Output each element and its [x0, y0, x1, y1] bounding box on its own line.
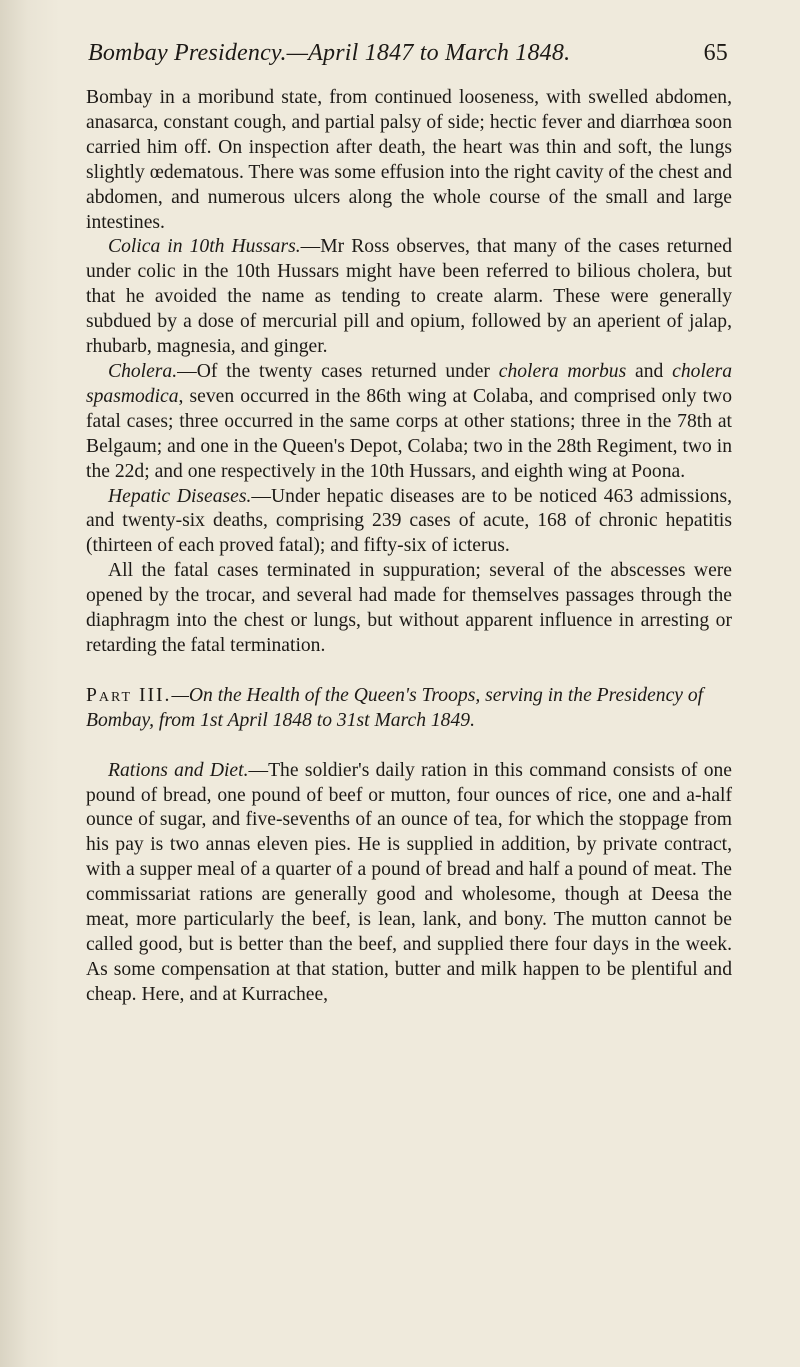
paragraph-hepatic — [86, 485, 732, 560]
running-head-title: Bombay Presidency.—April 1847 to March 1848. — [88, 40, 571, 66]
running-head — [88, 40, 728, 74]
paragraph-continuation: Bombay in a moribund state, from continued looseness, with swelled abdomen, anasarca, constant cough, and partial palsy of side; hectic fever and diarrhœa soon carried him off. On inspection after death, the heart was thin and soft, the lungs slightly œdematous. There was some effusion into the right cavity of the chest and abdomen, and numerous ulcers along the whole course of the small and large intestines. — [86, 87, 732, 233]
cholera-text-3: , seven occurred in the 86th wing at Colaba, and comprised only two fatal cases; three occurred in the same corps at other stations; three in the 78th at Belgaum; and one in the Queen's Depot, Colaba; two in the 28th Regiment, two in the 22d; and one respectively in the 10th Hussars, and eighth wing at Poona. — [86, 385, 732, 482]
rations-text: —The soldier's daily ration in this command consists of one pound of bread, one pound of beef or mutton, four ounces of rice, one and a-half ounce of sugar, and five-sevenths of an ounce of tea, for which the stoppage from his pay is two annas eleven pies. He is supplied in addition, by private contract, with a supper meal of a quarter of a pound of bread and half a pound of meat. The commissariat rations are generally good and wholesome, though at Deesa the meat, more particularly the beef, is lean, lank, and bony. The mutton cannot be called good, but is better than the beef, and supplied there four days in the week. As some compensation at that station, butter and milk happen to be plentiful and cheap. Here, and at Kurrachee, — [86, 759, 732, 1005]
cholera-text-1: —Of the twenty cases returned under — [177, 360, 499, 382]
body-text — [86, 86, 732, 1008]
colica-text: —Mr Ross observes, that many of the cases returned under colic in the 10th Hussars might have been referred to bilious cholera, but that he avoided the name as tending to create alarm. These were generally subdued by a dose of mercurial pill and opium, followed by an aperient of jalap, rhubarb, magnesia, and ginger. — [86, 236, 732, 358]
cholera-term-spasmodica: cholera spasmodica — [86, 360, 733, 407]
part-title: —On the Health of the Queen's Troops, serving in the Presidency of Bombay, from 1st April 1848 to 31st March 1849. — [86, 684, 704, 731]
paragraph-rations — [86, 759, 732, 1008]
cholera-text-2: and — [626, 360, 673, 382]
cholera-term-morbus: cholera morbus — [498, 360, 627, 382]
hepatic-heading: Hepatic Diseases. — [108, 485, 252, 507]
paragraph-cholera — [86, 360, 732, 485]
hepatic-text: —Under hepatic diseases are to be noticed 463 admissions, and twenty-six deaths, comprising 239 cases of acute, 168 of chronic hepatitis (thirteen of each proved fatal); and fifty-six of icterus. — [86, 485, 732, 557]
part-label: Part III. — [86, 684, 172, 706]
cholera-heading: Cholera. — [108, 360, 178, 382]
part-heading — [86, 684, 732, 734]
page-number: 65 — [703, 40, 728, 66]
paragraph-fatal-cases: All the fatal cases terminated in suppuration; several of the abscesses were opened by the trocar, and several had made for themselves passages through the diaphragm into the chest or lungs, but without apparent influence in arresting or retarding the fatal termination. — [86, 560, 732, 656]
rations-heading: Rations and Diet. — [108, 759, 249, 781]
colica-heading: Colica in 10th Hussars. — [108, 236, 301, 258]
paragraph-colica — [86, 235, 732, 360]
